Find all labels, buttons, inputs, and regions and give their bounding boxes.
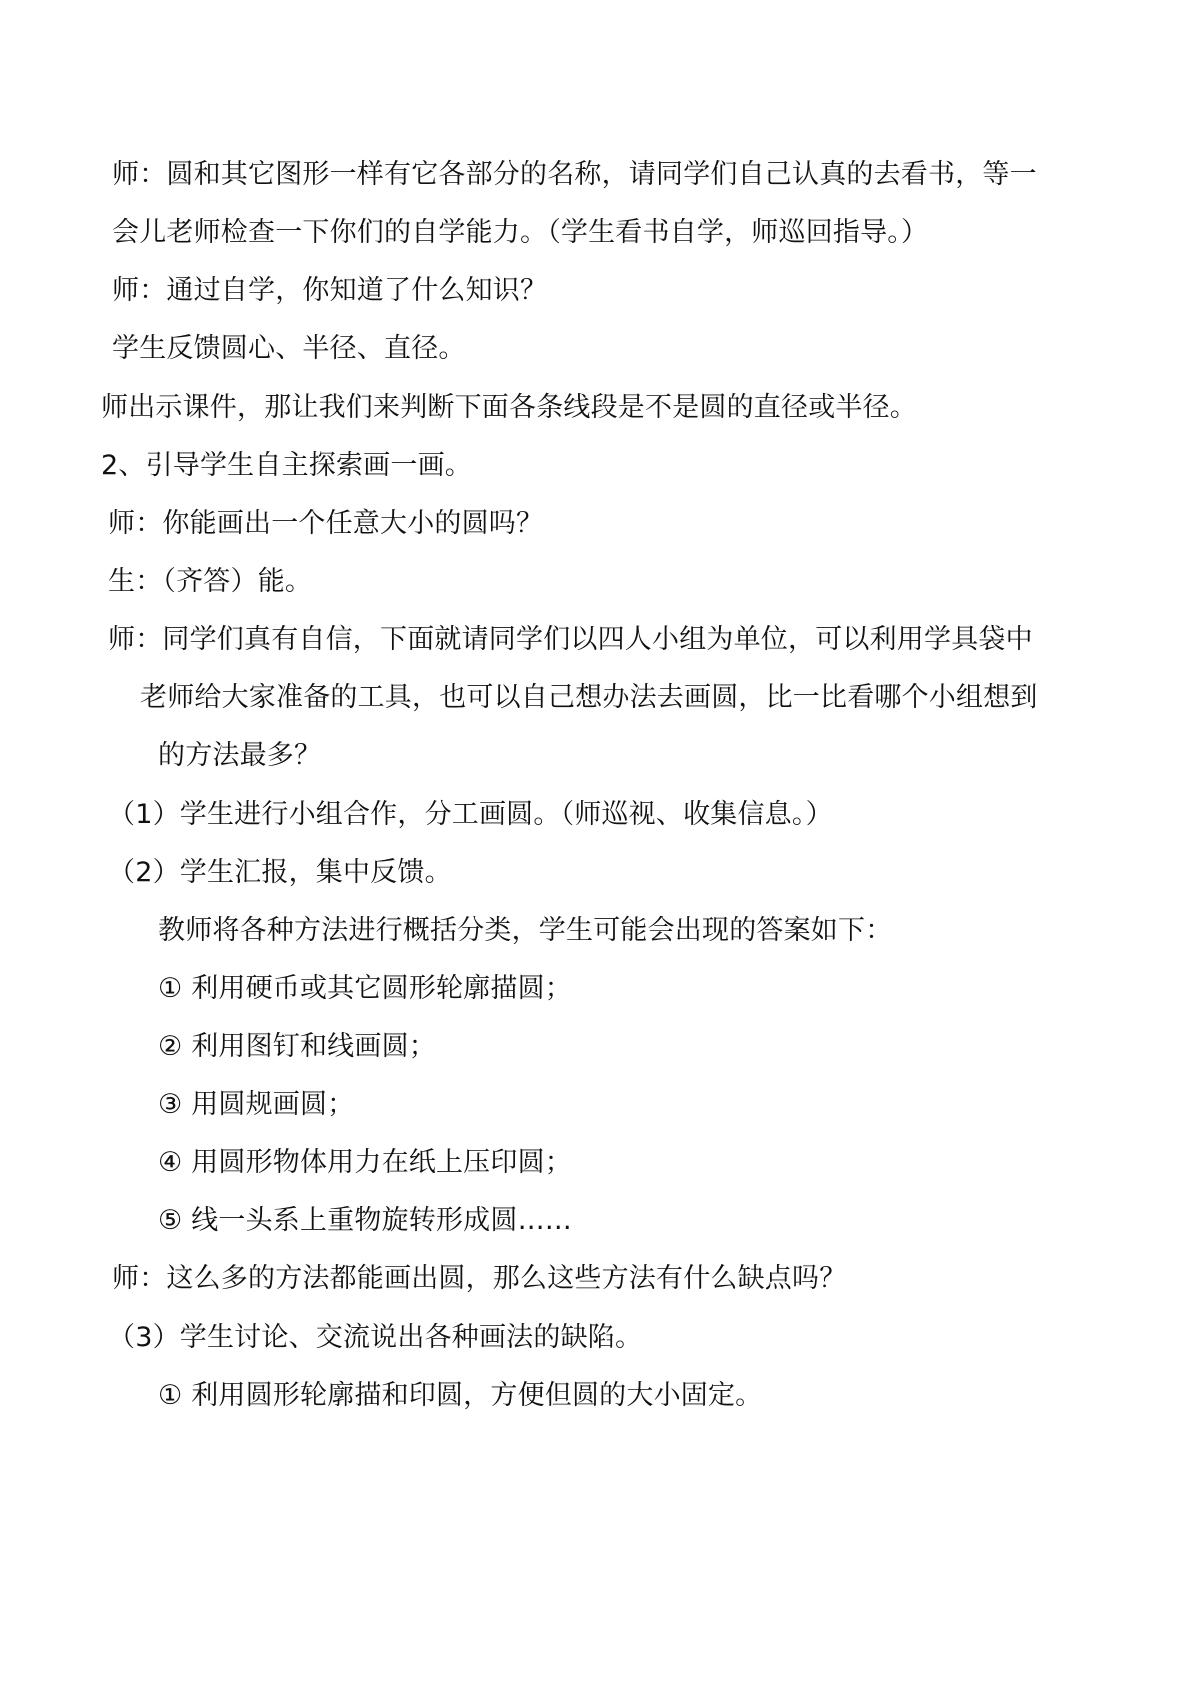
text-line: 师：同学们真有自信，下面就请同学们以四人小组为单位，可以利用学具袋中 <box>108 624 1033 655</box>
text-line: ② 利用图钉和线画圆； <box>158 1031 436 1062</box>
text-line: 师：圆和其它图形一样有它各部分的名称，请同学们自己认真的去看书，等一 <box>112 159 1037 190</box>
text-line: ① 利用硬币或其它圆形轮廓描圆； <box>158 973 572 1004</box>
text-line: 生：（齐答）能。 <box>108 566 313 597</box>
text-line: 师：这么多的方法都能画出圆，那么这些方法有什么缺点吗？ <box>112 1263 847 1294</box>
text-line: ⑤ 线一头系上重物旋转形成圆…… <box>158 1205 572 1236</box>
text-line: 教师将各种方法进行概括分类，学生可能会出现的答案如下： <box>158 915 893 946</box>
text-line: 师：通过自学，你知道了什么知识？ <box>112 275 548 306</box>
text-line: 老师给大家准备的工具，也可以自己想办法去画圆，比一比看哪个小组想到 <box>140 682 1038 713</box>
text-line: ① 利用圆形轮廓描和印圆，方便但圆的大小固定。 <box>158 1380 763 1411</box>
text-line: 的方法最多？ <box>158 740 322 771</box>
text-line: 学生反馈圆心、半径、直径。 <box>112 333 466 364</box>
text-line: 会儿老师检查一下你们的自学能力。（学生看书自学，师巡回指导。） <box>112 217 929 248</box>
text-line: （3）学生讨论、交流说出各种画法的缺陷。 <box>108 1322 643 1353</box>
text-line: 师：你能画出一个任意大小的圆吗？ <box>108 508 544 539</box>
text-line: （2）学生汇报，集中反馈。 <box>108 857 452 888</box>
text-line: ④ 用圆形物体用力在纸上压印圆； <box>158 1147 572 1178</box>
text-line: 师出示课件，那让我们来判断下面各条线段是不是圆的直径或半径。 <box>101 392 917 423</box>
text-line: （1）学生进行小组合作，分工画圆。（师巡视、收集信息。） <box>108 799 833 830</box>
text-line: 2、引导学生自主探索画一画。 <box>101 450 472 481</box>
text-line: ③ 用圆规画圆； <box>158 1089 355 1120</box>
